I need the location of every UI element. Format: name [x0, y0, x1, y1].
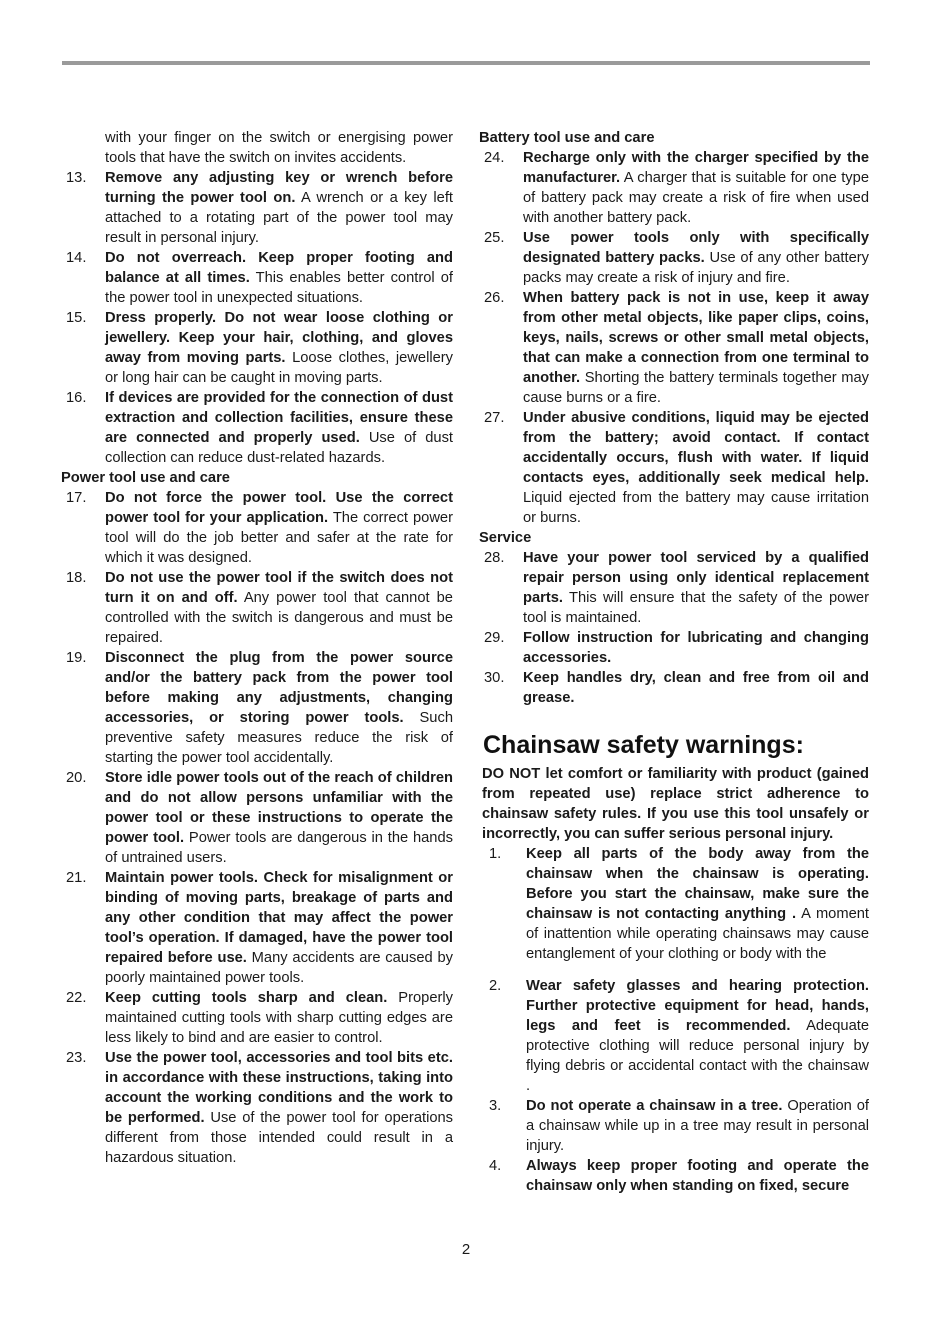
item-body	[105, 308, 453, 388]
item-body	[523, 668, 869, 708]
item-text: Use of dust collection can reduce dust-related hazards.	[105, 430, 453, 466]
item-bold-text: Under abusive conditions, liquid may be ejected from the battery; avoid contact. If contact accidentally occurs, flush with water. If liquid contacts eyes, additionally seek medical help.	[523, 410, 869, 486]
item-text: Properly maintained cutting tools with sharp cutting edges are less likely to bind and are easier to control.	[105, 990, 453, 1046]
item-text: Any power tool that cannot be controlled with the switch is dangerous and must be repaired.	[105, 590, 453, 646]
list-item	[61, 768, 453, 868]
item-number: 29.	[484, 630, 505, 646]
item-bold-text: Do not use the power tool if the switch does not turn it on and off.	[105, 570, 453, 606]
item-text: Adequate protective clothing will reduce personal injury by flying debris or accidental contact with the chainsaw .	[526, 1018, 869, 1094]
item-number: 14.	[66, 250, 87, 266]
item-body	[105, 388, 453, 468]
item-text: This enables better control of the power tool in unexpected situations.	[105, 270, 453, 306]
list-item	[479, 408, 869, 528]
item-body	[105, 768, 453, 868]
list-item	[479, 1096, 869, 1156]
item-number: 2.	[489, 978, 502, 994]
item-number: 13.	[66, 170, 87, 186]
chainsaw-warnings-title: Chainsaw safety warnings:	[483, 731, 804, 759]
item-body	[523, 548, 869, 628]
item-bold-text: When battery pack is not in use, keep it away from other metal objects, like paper clips, coins, keys, nails, screws or other small metal objects, that can make a connection from one terminal to another.	[523, 290, 869, 386]
item-number: 20.	[66, 770, 87, 786]
item-body	[523, 288, 869, 408]
item-number: 17.	[66, 490, 87, 506]
item-body	[105, 988, 453, 1048]
item-body	[105, 868, 453, 988]
item-number: 28.	[484, 550, 505, 566]
item-bold-text: Remove any adjusting key or wrench before turning the power tool on.	[105, 170, 453, 206]
item-number: 16.	[66, 390, 87, 406]
item-body	[105, 648, 453, 768]
left-items-group	[61, 168, 453, 468]
page-number: 2	[461, 1241, 471, 1258]
list-item	[479, 228, 869, 288]
service-items-group	[479, 548, 869, 708]
list-item	[61, 1048, 453, 1168]
item-bold-text: Store idle power tools out of the reach of children and do not allow persons unfamiliar with the power tool or these instructions to operate the power tool.	[105, 770, 453, 846]
item-text: Many accidents are caused by poorly maintained power tools.	[105, 950, 453, 986]
item-text: Loose clothes, jewellery or long hair can be caught in moving parts.	[105, 350, 454, 386]
list-item	[479, 288, 869, 408]
item-bold-text: Have your power tool serviced by a qualified repair person using only identical replacement parts.	[523, 550, 869, 606]
item-text: This will ensure that the safety of the power tool is maintained.	[523, 590, 869, 626]
list-item	[61, 388, 453, 468]
item-body	[105, 488, 453, 568]
list-item	[61, 308, 453, 388]
item-number: 4.	[489, 1158, 502, 1174]
left-column	[61, 128, 453, 1168]
item-number: 15.	[66, 310, 87, 326]
item-body	[523, 228, 869, 288]
item-text: Use of the power tool for operations different from those intended could result in a hazardous situation.	[105, 1110, 454, 1166]
item-text: A wrench or a key left attached to a rotating part of the power tool may result in personal injury.	[105, 190, 454, 246]
item-bold-text: Use the power tool, accessories and tool bits etc. in accordance with these instructions, taking into account the working conditions and the work to be performed.	[105, 1050, 453, 1126]
chainsaw-items-group	[479, 844, 869, 1196]
header-rule	[62, 61, 870, 65]
item-bold-text: Wear safety glasses and hearing protection. Further protective equipment for head, hands, legs and feet is recommended.	[526, 978, 869, 1034]
item-bold-text: Use power tools only with specifically designated battery packs.	[523, 230, 869, 266]
chainsaw-intro: DO NOT let comfort or familiarity with product (gained from repeated use) replace strict adherence to chainsaw safety rules. If you use this tool unsafely or incorrectly, you can suffer serious personal injury.	[482, 766, 869, 842]
list-item	[479, 976, 869, 1096]
section-heading-power-tool: Power tool use and care	[61, 470, 230, 486]
item-text: A moment of inattention while operating chainsaws may cause entanglement of your clothing or body with the	[526, 906, 869, 962]
list-item	[61, 168, 453, 248]
item-body	[105, 248, 453, 308]
item-body	[526, 1096, 869, 1156]
item-bold-text: Recharge only with the charger specified by the manufacturer.	[523, 150, 869, 186]
item-bold-text: Keep cutting tools sharp and clean.	[105, 990, 388, 1006]
battery-items-group	[479, 148, 869, 528]
list-item	[61, 868, 453, 988]
item-bold-text: Dress properly. Do not wear loose clothing or jewellery. Keep your hair, clothing, and gloves away from moving parts.	[105, 310, 453, 366]
power-tool-items-group	[61, 488, 453, 1168]
item-text: Such preventive safety measures reduce the risk of starting the power tool accidentally.	[105, 710, 453, 766]
item-body	[523, 148, 869, 228]
list-item	[61, 248, 453, 308]
item-body	[105, 1048, 453, 1168]
item-bold-text: Disconnect the plug from the power source and/or the battery pack from the power tool before making any adjustments, changing accessories, or storing power tools.	[105, 650, 453, 726]
item-number: 26.	[484, 290, 505, 306]
item-bold-text: Maintain power tools. Check for misalignment or binding of moving parts, breakage of parts and any other condition that may affect the power tool’s operation. If damaged, have the power tool repaired before use.	[105, 870, 453, 966]
item-bold-text: Follow instruction for lubricating and changing accessories.	[523, 630, 869, 666]
item-number: 3.	[489, 1098, 502, 1114]
item-body	[526, 976, 869, 1096]
item-text: The correct power tool will do the job better and safer at the rate for which it was designed.	[105, 510, 453, 566]
item-body	[105, 568, 453, 648]
item-body	[526, 1156, 869, 1196]
item-bold-text: Do not operate a chainsaw in a tree.	[526, 1098, 783, 1114]
item-number: 24.	[484, 150, 505, 166]
item-text: Liquid ejected from the battery may cause irritation or burns.	[523, 490, 869, 526]
right-column	[479, 128, 869, 1196]
item-text: Use of any other battery packs may create a risk of injury and fire.	[523, 250, 869, 286]
list-item	[479, 668, 869, 708]
item-number: 22.	[66, 990, 87, 1006]
item-bold-text: Keep handles dry, clean and free from oil and grease.	[523, 670, 869, 706]
item-bold-text: Do not force the power tool. Use the correct power tool for your application.	[105, 490, 453, 526]
item-number: 1.	[489, 846, 502, 862]
list-item	[479, 844, 869, 964]
item-text: Power tools are dangerous in the hands of untrained users.	[105, 830, 453, 866]
item-number: 30.	[484, 670, 505, 686]
item-text: A charger that is suitable for one type of battery pack may create a risk of fire when used with another battery pack.	[523, 170, 869, 226]
item-body	[526, 844, 869, 964]
item-body	[523, 408, 869, 528]
item-spacer	[479, 964, 869, 976]
list-item	[61, 648, 453, 768]
item-bold-text: If devices are provided for the connection of dust extraction and collection facilities, ensure these are connected and properly used.	[105, 390, 453, 446]
item-number: 21.	[66, 870, 87, 886]
item-body	[105, 168, 453, 248]
list-item	[61, 488, 453, 568]
section-heading-service: Service	[479, 530, 532, 546]
item-number: 19.	[66, 650, 87, 666]
item-bold-text: Do not overreach. Keep proper footing and balance at all times.	[105, 250, 453, 286]
list-item	[479, 148, 869, 228]
section-heading-battery: Battery tool use and care	[479, 130, 655, 146]
item-text: Operation of a chainsaw while up in a tree may result in personal injury.	[526, 1098, 869, 1154]
list-item	[61, 988, 453, 1048]
item-number: 27.	[484, 410, 505, 426]
item-bold-text: Always keep proper footing and operate the chainsaw only when standing on fixed, secure	[526, 1158, 869, 1194]
item-number: 18.	[66, 570, 87, 586]
list-item	[479, 628, 869, 668]
continuation-text: with your finger on the switch or energising power tools that have the switch on invites accidents.	[105, 130, 453, 166]
item-bold-text: Keep all parts of the body away from the chainsaw when the chainsaw is operating. Before you start the chainsaw, make sure the chainsaw is not contacting anything .	[526, 846, 869, 922]
item-number: 25.	[484, 230, 505, 246]
item-body	[523, 628, 869, 668]
item-number: 23.	[66, 1050, 87, 1066]
list-item	[479, 1156, 869, 1196]
item-text: Shorting the battery terminals together may cause burns or a fire.	[523, 370, 869, 406]
list-item	[479, 548, 869, 628]
list-item	[61, 568, 453, 648]
